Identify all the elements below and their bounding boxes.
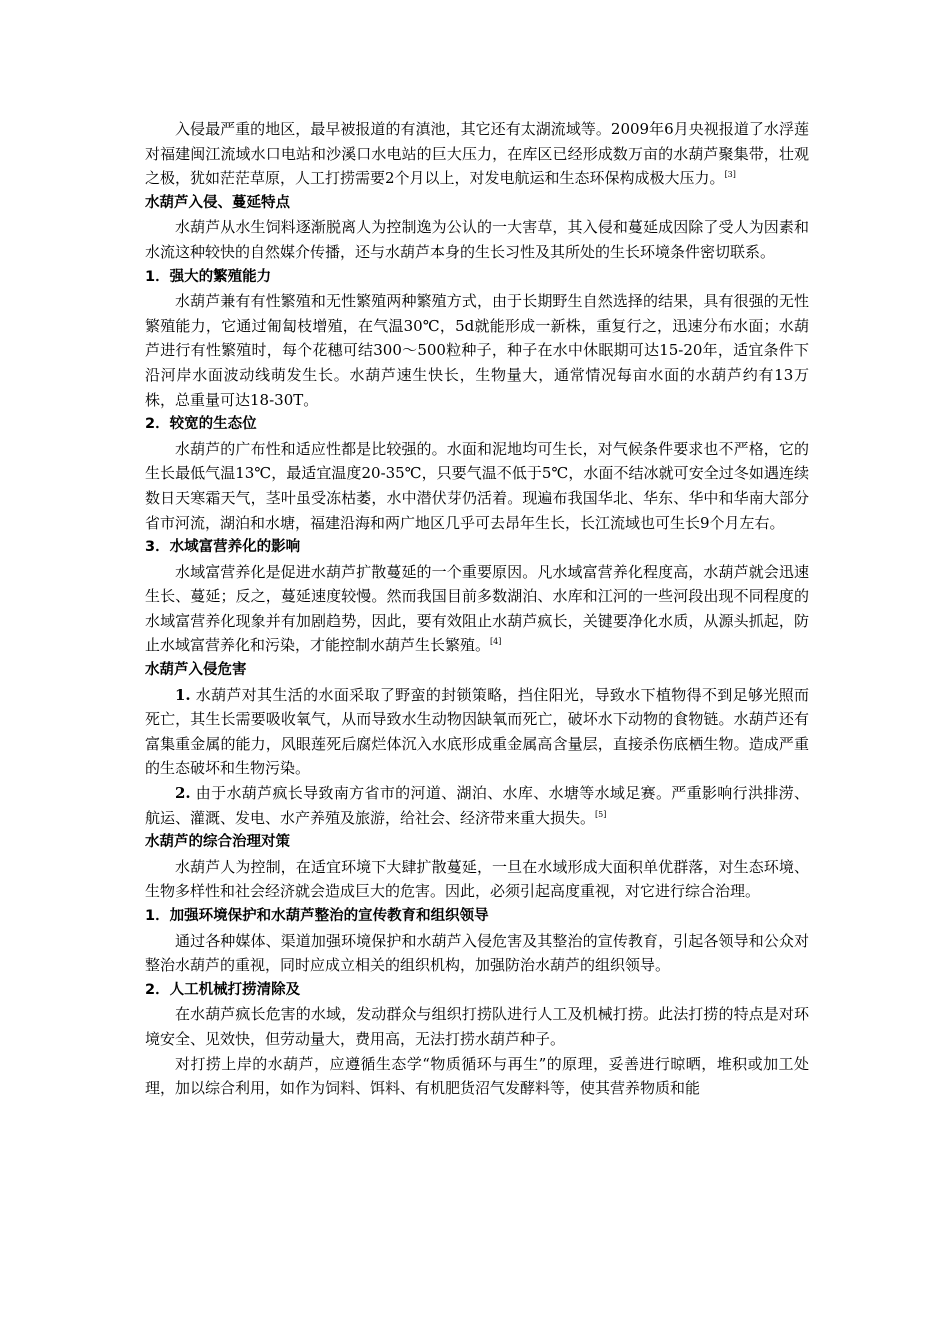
harm-item-2-text: 由于水葫芦疯长导致南方省市的河道、湖泊、水库、水塘等水域足赛。严重影响行洪排涝、航运、灌溉、发电、水产养殖及旅游，给社会、经济带来重大损失。 bbox=[145, 784, 809, 827]
harm-item-1-text: 水葫芦对其生活的水面采取了野蛮的封锁策略，挡住阳光，导致水下植物得不到足够光照而死亡，其生长需要吸收氧气，从而导致水生动物因缺氧而死亡，破坏水下动物的食物链。水葫芦还有富集重金属的能力，风眼莲死后腐烂体沉入水底形成重金属高含量层，直接杀伤底栖生物。造成严重的生态破坏和生物污染。 bbox=[145, 685, 809, 778]
section3-intro: 水葫芦人为控制，在适宜环境下大肆扩散蔓延，一旦在水域形成大面积单优群落，对生态环境、生物多样性和社会经济就会造成巨大的危害。因此，必须引起高度重视，对它进行综合治理。 bbox=[145, 857, 809, 901]
subheading-reproduction: 1．强大的繁殖能力 bbox=[145, 268, 272, 285]
section-heading-harm: 水葫芦入侵危害 bbox=[145, 662, 247, 679]
harm-item-1 bbox=[145, 683, 809, 781]
citation-5[interactable]: [5] bbox=[595, 809, 607, 819]
section1-intro: 水葫芦从水生饲料逐渐脱离人为控制逸为公认的一大害草，其入侵和蔓延成因除了受人为因素和水流这种较快的自然媒介传播，还与水葫芦本身的生长习性及其所处的生长环境条件密切联系。 bbox=[145, 218, 809, 261]
harm-item-1-number: 1. bbox=[175, 685, 191, 704]
citation-3[interactable]: [3] bbox=[724, 170, 736, 180]
paragraph-eutrophication bbox=[145, 560, 809, 658]
section-heading-control: 水葫芦的综合治理对策 bbox=[145, 834, 290, 851]
paragraph-niche: 水葫芦的广布性和适应性都是比较强的。水面和泥地均可生长，对气候条件要求也不严格，它的生长最低气温13℃，最适宜温度20-35℃，只要气温不低于5℃，水面不结冰就可安全过冬如遇连续数日天寒霜天气，茎叶虽受冻枯萎，水中潜伏芽仍活着。现遍布我国华北、华东、华中和华南大部分省市河流，湖泊和水塘，福建沿海和两广地区几乎可去昂年生长，长江流域也可生长9个月左右。 bbox=[145, 439, 809, 532]
paragraph-mechanical-removal: 在水葫芦疯长危害的水域，发动群众与组织打捞队进行人工及机械打捞。此法打捞的特点是对环境安全、见效快，但劳动量大，费用高，无法打捞水葫芦种子。 bbox=[145, 1005, 809, 1048]
harm-item-2-number: 2. bbox=[175, 784, 191, 803]
section-heading-invasion-features: 水葫芦入侵、蔓延特点 bbox=[145, 194, 290, 211]
paragraph-reproduction: 水葫芦兼有有性繁殖和无性繁殖两种繁殖方式，由于长期野生自然选择的结果，具有很强的无性繁殖能力，它通过匍匐枝增殖，在气温30℃，5d就能形成一新株，重复行之，迅速分布水面；水葫芦进行有性繁殖时，每个花穗可结300～500粒种子，种子在水中休眠期可达15-20年，适宜条件下沿河岸水面波动线萌发生长。水葫芦速生快长，生物量大，通常情况每亩水面的水葫芦约有13万株，总重量可达18-30T。 bbox=[145, 292, 809, 409]
eutrophication-text: 水域富营养化是促进水葫芦扩散蔓延的一个重要原因。凡水域富营养化程度高，水葫芦就会迅速生长、蔓延；反之，蔓延速度较慢。然而我国目前多数湖泊、水库和江河的一些河段出现不同程度的水域富营养化现象并有加剧趋势，因此，要有效阻止水葫芦疯长，关键要净化水质，从源头抓起，防止水域富营养化和污染，才能控制水葫芦生长繁殖。 bbox=[145, 562, 809, 655]
subheading-mechanical-removal: 2．人工机械打捞清除及 bbox=[145, 981, 301, 998]
subheading-niche: 2．较宽的生态位 bbox=[145, 416, 257, 433]
intro-text: 入侵最严重的地区，最早被报道的有滇池，其它还有太湖流域等。2009年6月央视报道了水浮莲对福建闽江流域水口电站和沙溪口水电站的巨大压力，在库区已经形成数万亩的水葫芦聚集带，壮观之极，犹如茫茫草原，人工打捞需要2个月以上，对发电航运和生态环保构成极大压力。 bbox=[145, 120, 809, 188]
harm-item-2 bbox=[145, 781, 809, 830]
subheading-education: 1．加强环境保护和水葫芦整治的宣传教育和组织领导 bbox=[145, 908, 489, 924]
paragraph-education: 通过各种媒体、渠道加强环境保护和水葫芦入侵危害及其整治的宣传教育，引起各领导和公众对整治水葫芦的重视，同时应成立相关的组织机构，加强防治水葫芦的组织领导。 bbox=[145, 931, 809, 975]
paragraph-utilization: 对打捞上岸的水葫芦，应遵循生态学“物质循环与再生”的原理，妥善进行晾晒，堆积或加工处理，加以综合利用，如作为饲料、饵料、有机肥货沼气发酵料等，使其营养物质和能 bbox=[145, 1054, 809, 1098]
intro-paragraph bbox=[145, 117, 809, 191]
subheading-eutrophication: 3．水域富营养化的影响 bbox=[145, 539, 301, 556]
citation-4[interactable]: [4] bbox=[490, 637, 502, 647]
